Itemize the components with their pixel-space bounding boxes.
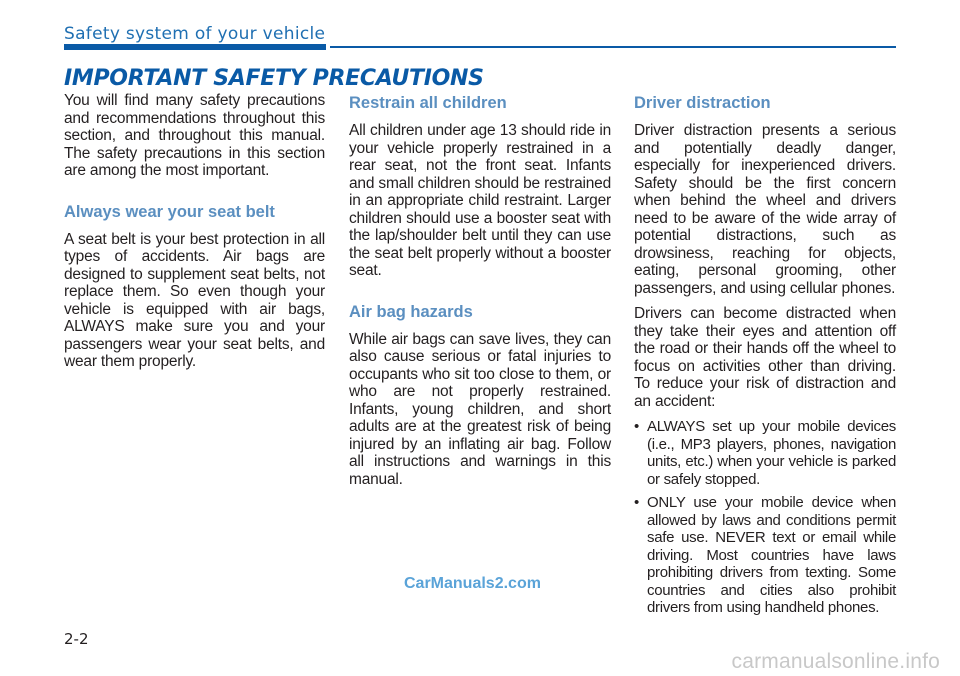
distraction-paragraph-2: Drivers can become distracted when they take their eyes and attention off the road or their hands off the wheel to focus on activities other than driving. To reduce your risk of distraction and an accident:: [634, 305, 896, 410]
header-rule-thin: [330, 46, 896, 48]
page-number: 2-2: [64, 630, 89, 648]
airbag-paragraph: While air bags can save lives, they can also cause serious or fatal injuries to occupants who sit too close to them, or who are not properly restrained. Infants, young children, and short adults are at the greatest risk of being injured by an inflating air bag. Follow all instructions and warnings in this manual.: [349, 330, 611, 488]
distraction-bullet-list: [634, 418, 896, 617]
distraction-paragraph-1: Driver distraction presents a serious and potentially deadly danger, especially for inexperienced drivers. Safety should be the first concern when behind the wheel and drivers need to be aware of the wide array of potential distractions, such as drowsiness, reaching for objects, eating, personal grooming, other passengers, and using cellular phones.: [634, 122, 896, 297]
bullet-text: ALWAYS set up your mobile devices (i.e., MP3 players, phones, navigation units, etc.) when your vehicle is parked or safely stopped.: [647, 418, 896, 488]
list-item: [634, 494, 896, 617]
footer-watermark: carmanualsonline.info: [731, 650, 940, 673]
seatbelt-heading: Always wear your seat belt: [64, 202, 275, 221]
header-rule-thick: [64, 44, 326, 50]
column-2: [349, 92, 611, 496]
list-item: [634, 418, 896, 488]
children-heading: Restrain all children: [349, 94, 507, 112]
watermark-link[interactable]: CarManuals2.com: [404, 575, 541, 592]
airbag-heading: Air bag hazards: [349, 302, 473, 321]
seatbelt-paragraph: A seat belt is your best protection in all types of accidents. Air bags are designed to supplement seat belts, not replace them. So even though your vehicle is equipped with air bags, ALWAYS make sure you and your passengers wear your seat belts, and wear them properly.: [64, 230, 325, 370]
column-1: [64, 92, 325, 379]
bullet-icon: •: [634, 418, 639, 435]
intro-paragraph: You will find many safety precautions and recommendations throughout this section, and throughout this manual. The safety precautions in this section are among the most important.: [64, 92, 325, 179]
bullet-icon: •: [634, 494, 639, 511]
children-paragraph: All children under age 13 should ride in your vehicle properly restrained in a rear seat, not the front seat. Infants and small children should be restrained in an appropriate child restraint. Larger children should use a booster seat with the lap/shoulder belt until they can use the seat belt properly without a booster seat.: [349, 122, 611, 279]
bullet-text: ONLY use your mobile device when allowed by laws and conditions permit safe use. NEVER text or email while driving. Most countries have laws prohibiting drivers from texting. Some countries and cities also prohibit drivers from using handheld phones.: [647, 494, 896, 616]
page-title: IMPORTANT SAFETY PRECAUTIONS: [64, 66, 484, 91]
header-section-title: Safety system of your vehicle: [64, 24, 326, 44]
column-3: [634, 92, 896, 623]
distraction-heading: Driver distraction: [634, 94, 771, 112]
